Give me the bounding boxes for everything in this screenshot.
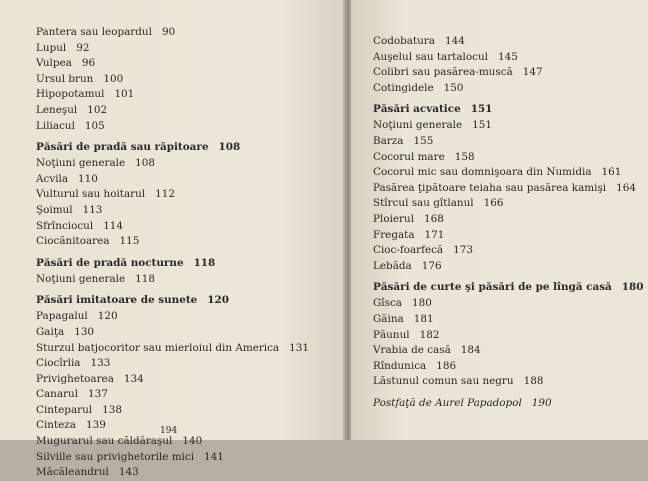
- toc-entry-page: 138: [102, 403, 122, 416]
- toc-entry-page: 110: [78, 172, 98, 185]
- toc-entry-title: Fregata: [373, 228, 415, 241]
- toc-entry: [36, 172, 309, 188]
- toc-entry-title: Vrabia de casă: [373, 344, 451, 357]
- toc-entry-title: Postfaţă de Aurel Papadopol: [373, 396, 522, 409]
- toc-entry-page: 139: [85, 419, 106, 432]
- toc-entry-title: Măcăleandrul: [36, 466, 109, 479]
- toc-entry: [36, 187, 309, 203]
- toc-entry: [36, 387, 309, 403]
- toc-entry-title: Şoimul: [36, 203, 73, 216]
- toc-entry-title: Păunul: [373, 328, 410, 341]
- toc-entry-page: 137: [88, 388, 108, 401]
- toc-entry-page: 155: [413, 134, 434, 147]
- toc-entry-page: 131: [289, 341, 309, 354]
- toc-entry-page: 168: [424, 212, 444, 225]
- toc-entry-page: 180: [411, 297, 432, 310]
- toc-entry-title: Stîrcul sau gîtlanul: [373, 197, 474, 210]
- page-number: 194: [160, 426, 178, 436]
- toc-section-heading: [36, 138, 309, 156]
- toc-entry-page: 140: [182, 435, 203, 448]
- toc-entry-title: Ploierul: [373, 212, 415, 225]
- toc-entry: [373, 359, 643, 375]
- toc-entry-title: Gîsca: [373, 297, 402, 310]
- toc-entry-title: Păsări de pradă sau răpitoare: [36, 141, 209, 154]
- toc-entry-page: 144: [445, 35, 465, 47]
- toc-entry-title: Găina: [373, 312, 404, 325]
- toc-entry-title: Cocorul mare: [373, 150, 445, 163]
- toc-entry: [36, 56, 309, 72]
- toc-entry-title: Ciocănitoarea: [36, 235, 110, 248]
- toc-entry: [373, 134, 643, 150]
- toc-entry: [36, 465, 309, 481]
- toc-entry: [373, 34, 643, 50]
- toc-entry-title: Canarul: [36, 388, 79, 401]
- toc-entry-title: Papagalul: [36, 310, 88, 323]
- toc-entry: [36, 72, 309, 88]
- toc-entry: [36, 356, 309, 372]
- toc-entry-page: 108: [135, 157, 155, 170]
- toc-entry-page: 96: [81, 57, 96, 70]
- toc-entry-title: Privighetoarea: [36, 372, 114, 385]
- toc-section-heading: [36, 254, 309, 272]
- toc-entry: [36, 103, 309, 119]
- toc-entry-title: Lebăda: [373, 259, 412, 272]
- toc-entry: [373, 150, 643, 166]
- toc-entry-title: Noţiuni generale: [36, 157, 126, 170]
- toc-entry: [373, 196, 643, 212]
- toc-entry: [36, 203, 309, 219]
- toc-entry-title: Sturzul batjocoritor sau mierloiul din America: [36, 341, 280, 354]
- toc-entry: [373, 243, 643, 259]
- toc-entry-page: 92: [76, 41, 90, 54]
- toc-entry-title: Pantera sau leopardul: [36, 26, 152, 38]
- toc-entry-title: Cinteza: [36, 419, 76, 432]
- right-page: [351, 0, 648, 440]
- toc-entry-page: 141: [204, 450, 224, 463]
- toc-entry-page: 145: [497, 50, 518, 63]
- toc-entry: [373, 343, 643, 359]
- toc-entry: [373, 50, 643, 66]
- toc-entry-page: 134: [123, 372, 144, 385]
- toc-entry: [36, 272, 309, 288]
- toc-entry-page: 115: [119, 235, 140, 248]
- toc-entry-title: Lăstunul comun sau negru: [373, 375, 514, 388]
- toc-entry: [373, 259, 643, 275]
- toc-entry: [36, 119, 309, 135]
- toc-entry-page: 112: [155, 188, 175, 201]
- toc-entry-page: 133: [90, 357, 111, 370]
- toc-entry: [373, 228, 643, 244]
- toc-entry-page: 90: [161, 26, 176, 38]
- toc-entry-title: Mugurarul sau căldăraşul: [36, 435, 173, 448]
- toc-section-heading: [373, 278, 643, 296]
- toc-entry-page: 108: [218, 141, 241, 154]
- toc-entry: [36, 309, 309, 325]
- toc-entry-page: 130: [74, 325, 95, 338]
- toc-entry: [36, 325, 309, 341]
- right-toc-list: [373, 34, 643, 412]
- toc-entry: [36, 219, 309, 235]
- toc-entry-page: 120: [207, 294, 229, 307]
- toc-entry-title: Noţiuni generale: [373, 119, 463, 132]
- toc-entry: [36, 41, 309, 57]
- toc-entry-page: 151: [472, 119, 492, 132]
- toc-entry-page: 158: [454, 150, 475, 163]
- toc-entry: [36, 234, 309, 250]
- toc-entry-title: Auşelul sau tartalocul: [373, 50, 488, 63]
- toc-entry-title: Silviile sau privighetorile mici: [36, 450, 195, 463]
- toc-entry-page: 171: [424, 228, 445, 241]
- toc-entry-title: Vulpea: [36, 57, 72, 70]
- toc-entry-page: 173: [453, 244, 473, 257]
- toc-entry-title: Pasărea ţipătoare teiaha sau pasărea kamişi: [373, 181, 607, 194]
- toc-entry-page: 176: [421, 259, 442, 272]
- toc-entry: [373, 212, 643, 228]
- toc-entry: [36, 156, 309, 172]
- toc-entry-page: 166: [483, 197, 504, 210]
- toc-entry-title: Păsări de pradă nocturne: [36, 256, 184, 269]
- toc-entry-title: Acvila: [36, 172, 69, 185]
- toc-entry-page: 118: [193, 256, 216, 269]
- toc-entry-page: 151: [470, 103, 493, 116]
- toc-entry: [373, 296, 643, 312]
- left-toc-list: [36, 25, 309, 481]
- toc-entry: [36, 403, 309, 419]
- toc-entry-page: 105: [84, 119, 105, 132]
- toc-entry-title: Rîndunica: [373, 359, 427, 372]
- toc-postface-entry: [373, 394, 643, 412]
- toc-entry-title: Cocorul mic sau domnişoara din Numidia: [373, 166, 592, 179]
- toc-entry-page: 118: [135, 272, 155, 285]
- toc-entry-title: Barza: [373, 134, 404, 147]
- toc-entry-page: 181: [413, 312, 434, 325]
- toc-entry-page: 113: [82, 203, 103, 216]
- toc-entry-page: 147: [522, 66, 543, 79]
- toc-entry: [36, 450, 309, 466]
- toc-entry-title: Lupul: [36, 41, 67, 54]
- toc-entry-title: Păsări acvatice: [373, 103, 461, 116]
- toc-entry-title: Ursul brun: [36, 72, 94, 85]
- toc-entry-page: 180: [621, 281, 644, 294]
- toc-entry-page: 102: [87, 103, 108, 116]
- toc-entry-title: Vulturul sau hoitarul: [36, 188, 146, 201]
- toc-entry-title: Codobatura: [373, 35, 435, 47]
- toc-entry: [373, 118, 643, 134]
- toc-entry: [36, 87, 309, 103]
- toc-entry-page: 143: [118, 466, 139, 479]
- toc-entry-title: Colibri sau pasărea-muscă: [373, 66, 513, 79]
- toc-entry-title: Cioc-foarfecă: [373, 244, 444, 257]
- toc-entry-title: Gaiţa: [36, 325, 65, 338]
- toc-entry: [373, 165, 643, 181]
- toc-entry: [373, 181, 643, 197]
- toc-entry-page: 161: [601, 166, 622, 179]
- toc-entry-page: 150: [443, 81, 464, 94]
- toc-entry: [36, 25, 309, 41]
- toc-entry-title: Liliacul: [36, 119, 75, 132]
- toc-entry-page: 100: [103, 72, 124, 85]
- toc-entry-title: Leneşul: [36, 103, 78, 116]
- toc-entry-page: 120: [97, 310, 118, 323]
- toc-entry-page: 186: [436, 359, 457, 372]
- toc-entry-page: 182: [419, 328, 440, 341]
- toc-entry-title: Hipopotamul: [36, 88, 105, 101]
- toc-entry: [373, 81, 643, 97]
- toc-entry-title: Păsări imitatoare de sunete: [36, 294, 198, 307]
- toc-entry: [373, 328, 643, 344]
- toc-entry: [373, 65, 643, 81]
- toc-entry-page: 190: [531, 396, 552, 409]
- toc-entry-title: Noţiuni generale: [36, 272, 126, 285]
- toc-section-heading: [373, 100, 643, 118]
- toc-section-heading: [36, 291, 309, 309]
- toc-entry: [373, 374, 643, 390]
- toc-entry: [36, 372, 309, 388]
- toc-entry-title: Cinteparul: [36, 403, 93, 416]
- toc-entry-title: Păsări de curte şi păsări de pe lîngă casă: [373, 281, 612, 294]
- toc-entry-page: 101: [114, 88, 135, 101]
- toc-entry-page: 114: [103, 219, 124, 232]
- toc-entry-title: Sfrînciocul: [36, 219, 94, 232]
- toc-entry: [373, 312, 643, 328]
- toc-entry-title: Cotingidele: [373, 81, 434, 94]
- toc-entry: [36, 434, 309, 450]
- toc-entry-page: 184: [460, 344, 481, 357]
- toc-entry-page: 188: [523, 375, 544, 388]
- toc-entry-page: 164: [616, 181, 636, 194]
- toc-entry-title: Ciocîrlia: [36, 357, 81, 370]
- toc-entry: [36, 341, 309, 357]
